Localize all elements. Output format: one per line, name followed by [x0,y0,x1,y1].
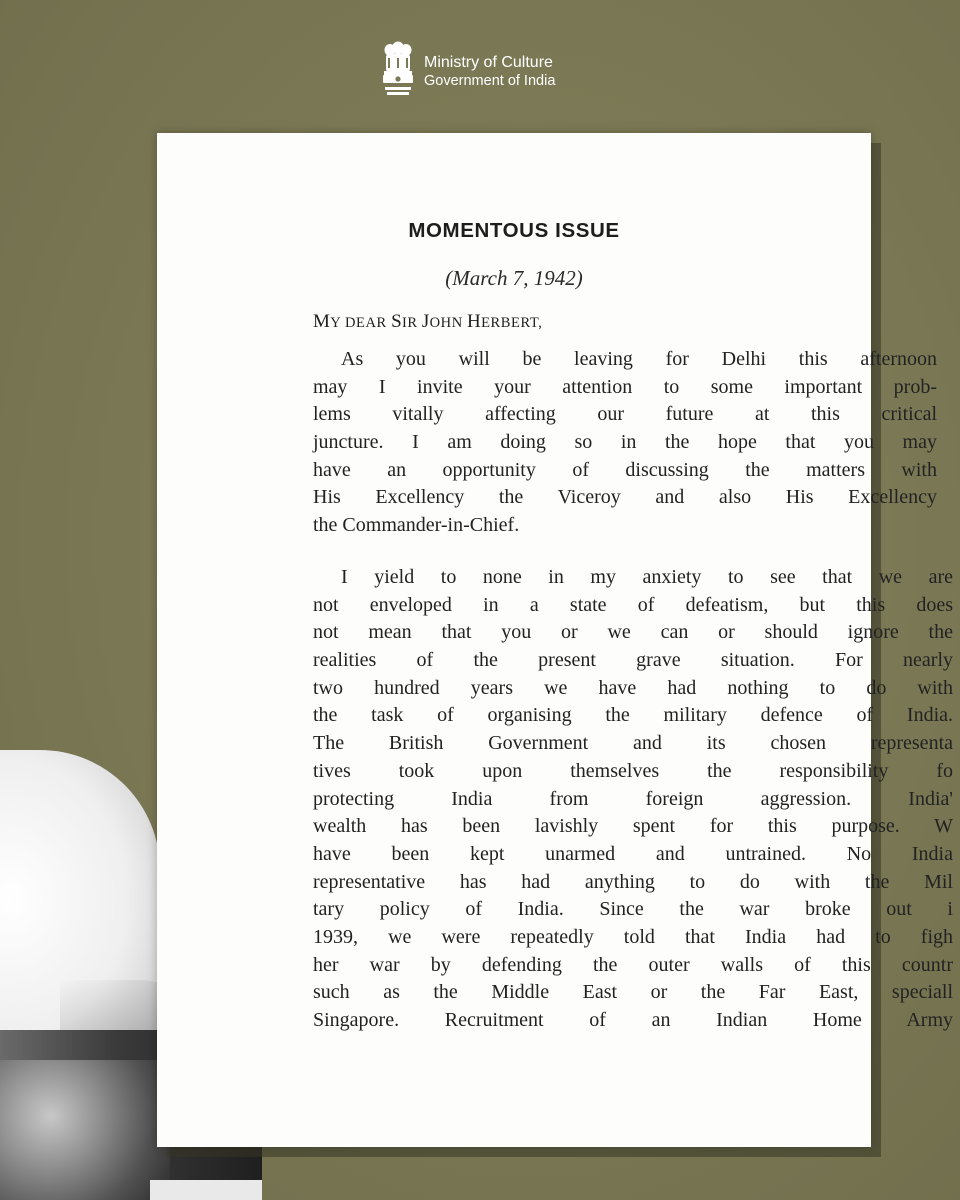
text-line: realities of the present grave situation. For nearly [313,649,953,672]
text-line: not enveloped in a state of defeatism, but this does [313,593,953,616]
text-line: tary policy of India. Since the war broke out i [313,898,953,921]
text-line: wealth has been lavishly spent for this purpose. W [313,815,953,838]
government-name: Government of India [424,72,556,89]
letter-page [157,133,953,1147]
paragraph-2 [313,564,953,1035]
ministry-name: Ministry of Culture [424,54,553,72]
text-line: such as the Middle East or the Far East, speciall [313,981,953,1004]
text-line: representative has had anything to do with the Mil [313,870,953,893]
text-line: lems vitally affecting our future at this critical [313,403,937,426]
text-line: her war by defending the outer walls of this countr [313,953,953,976]
text-line: may I invite your attention to some important prob- [313,375,937,398]
text-line: The British Government and its chosen representa [313,732,953,755]
text-line: His Excellency the Viceroy and also His Excellency [313,486,937,509]
ministry-header [380,40,555,104]
text-line: have an opportunity of discussing the matters with [313,458,937,481]
text-line: Singapore. Recruitment of an Indian Home Army [313,1009,953,1031]
national-emblem-icon [380,41,416,103]
text-line: tives took upon themselves the responsibility fo [313,759,953,782]
salutation: MY DEAR SIR JOHN HERBERT, [313,311,543,332]
text-line: juncture. I am doing so in the hope that you may [313,431,937,454]
text-line: I yield to none in my anxiety to see that we are [341,566,953,588]
document-date: (March 7, 1942) [445,266,583,290]
document-title: MOMENTOUS ISSUE [408,219,620,242]
paragraph-1 [313,346,937,540]
text-line: 1939, we were repeatedly told that India had to figh [313,925,953,948]
text-line: the task of organising the military defence of India. [313,704,953,727]
text-line: two hundred years we have had nothing to do with [313,676,953,699]
text-line: As you will be leaving for Delhi this afternoon [341,348,937,370]
text-line: not mean that you or we can or should ignore the [313,621,953,644]
text-line: have been kept unarmed and untrained. No India [313,842,953,865]
text-line: protecting India from foreign aggression. India' [313,787,953,810]
text-line: the Commander-in-Chief. [313,514,520,537]
